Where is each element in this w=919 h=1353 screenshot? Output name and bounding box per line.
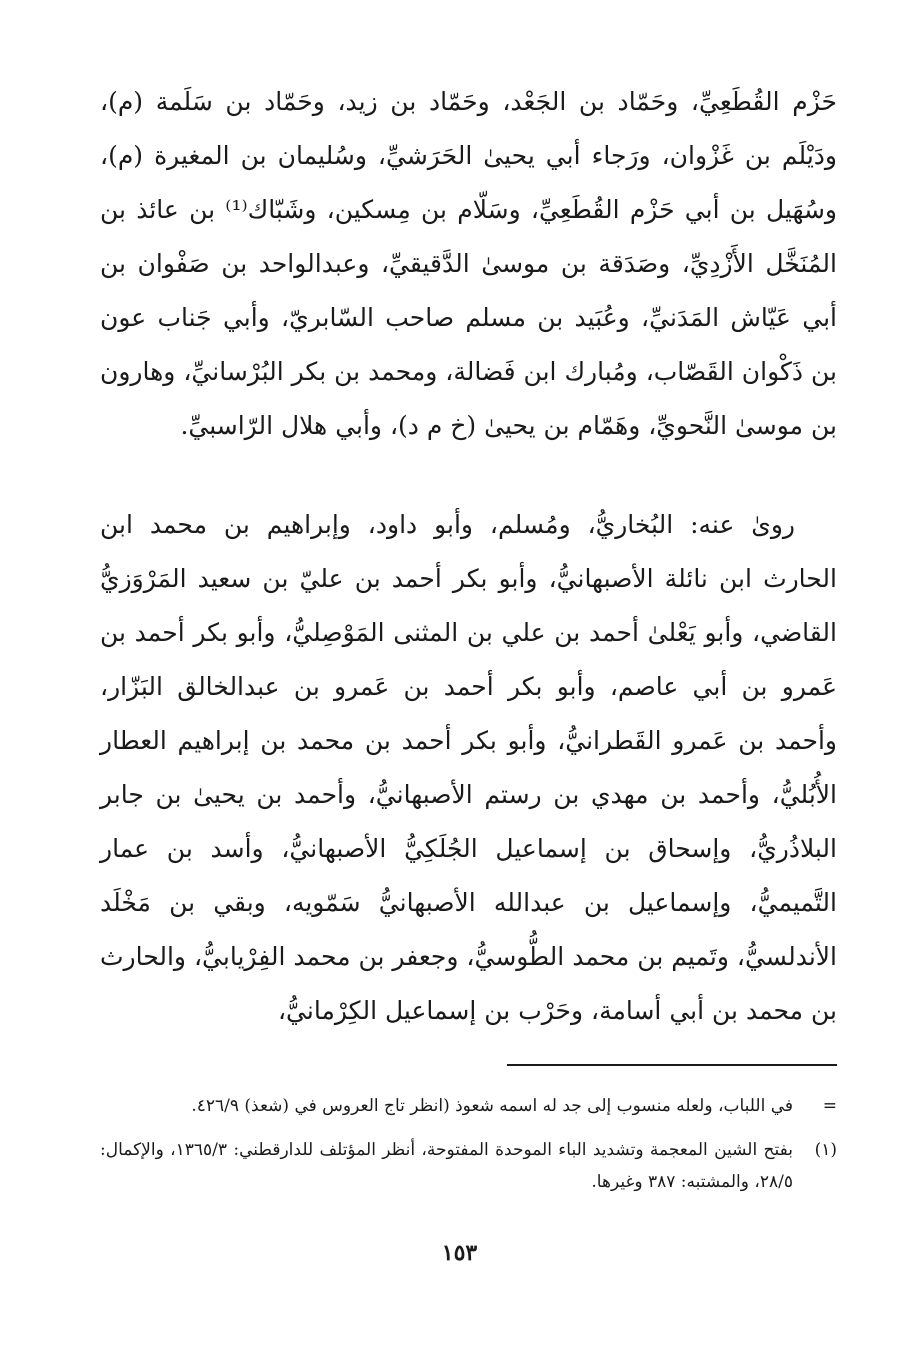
footnote-1 [100,1134,837,1198]
footnote-text: في اللباب، ولعله منسوب إلى جد له اسمه شعوذ (انظر تاج العروس في (شعذ) ٤٢٦/٩. [191,1096,793,1116]
footnote-marker: = [822,1096,837,1116]
footnote-separator [507,1064,837,1066]
footnote-text: بفتح الشين المعجمة وتشديد الباء الموحدة المفتوحة، أنظر المؤتلف للدارقطني: ١٣٦٥/٣، والإكمال: ٢٨/٥، والمشتبه: ٣٨٧ وغيرها. [100,1140,793,1192]
footnote-marker: (١) [814,1140,837,1160]
footnote-continued [100,1090,837,1122]
body-paragraph-narrated-by: روىٰ عنه: البُخاريُّ، ومُسلم، وأبو داود، وإبراهيم بن محمد ابن الحارث ابن نائلة الأصبهانيُّ، وأبو بكر أحمد بن عليّ بن سعيد المَرْوَزيُّ القاضي، وأبو يَعْلىٰ أحمد بن علي بن المثنى المَوْصِليُّ، وأبو بكر أحمد بن عَمرو بن أبي عاصم، وأبو بكر أحمد بن عَمرو بن عبدالخالق البَزّار، وأحمد بن عَمرو القَطرانيُّ، وأبو بكر أحمد بن محمد بن إبراهيم العطار الأُبُليُّ، وأحمد بن مهدي بن رستم الأصبهانيُّ، وأحمد بن يحيىٰ بن جابر البلاذُريُّ، وإسحاق بن إسماعيل الجُلَكِيُّ الأصبهانيُّ، وأسد بن عمار التَّميميُّ، وإسماعيل بن عبدالله الأصبهانيُّ سَمّويه، وبقي بن مَخْلَد الأندلسيُّ، وتَميم بن محمد الطُّوسيُّ، وجعفر بن محمد الفِرْيابيُّ، والحارث بن محمد بن أبي أسامة، وحَرْب بن إسماعيل الكِرْمانيُّ، [100,510,837,1025]
body-paragraph-narrators-from: حَزْم القُطَعِيِّ، وحَمّاد بن الجَعْد، وحَمّاد بن زيد، وحَمّاد بن سَلَمة (م)، ودَيْلَم بن غَزْوان، ورَجاء أبي يحيىٰ الحَرَشيِّ، وسُليمان بن المغيرة (م)، وسُهَيل بن أبي حَزْم القُطَعِيِّ، وسَلّام بن مِسكين، وشَبّاك⁽¹⁾ بن عائذ بن المُنَخَّل الأَزْدِيِّ، وصَدَقة بن موسىٰ الدَّقيقيِّ، وعبدالواحد بن صَفْوان بن أبي عَيّاش المَدَنيِّ، وعُبَيد بن مسلم صاحب السّابريّ، وأبي جَناب عون بن ذَكْوان القَصّاب، ومُبارك ابن فَضالة، ومحمد بن بكر البُرْسانيِّ، وهارون بن موسىٰ النَّحويِّ، وهَمّام بن يحيىٰ (خ م د)، وأبي هلال الرّاسبيِّ. [100,87,838,440]
footnotes [100,1090,837,1210]
page-number: ١٥٣ [441,1240,478,1266]
